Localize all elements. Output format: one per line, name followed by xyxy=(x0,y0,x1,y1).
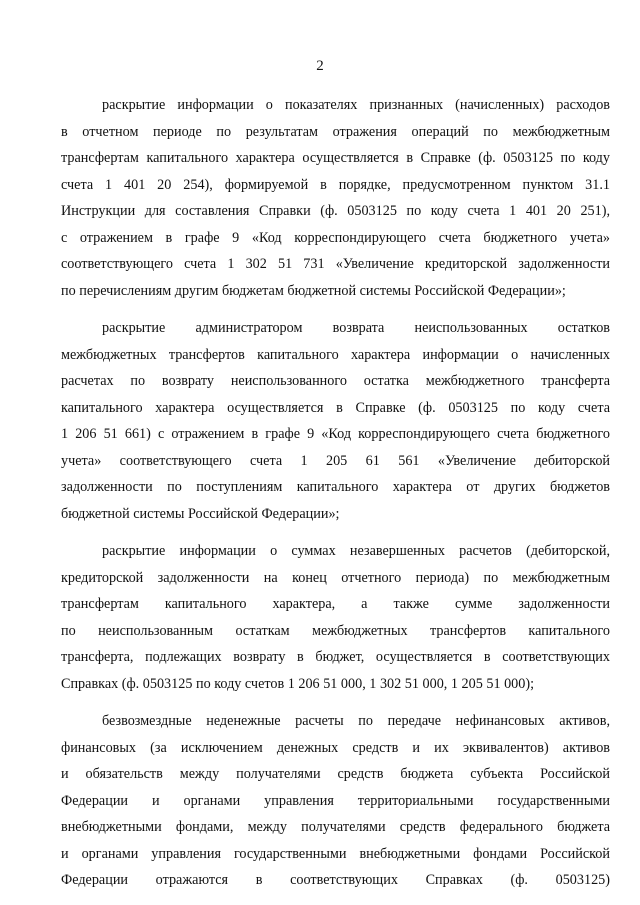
text-line: счета 1 401 20 254), формируемой в порядке, предусмотренном пунктом 31.1 xyxy=(61,176,610,193)
text-line: по неиспользованным остаткам межбюджетных трансфертов капитального xyxy=(61,622,610,639)
text-line: расчетах по возврату неиспользованного остатка межбюджетного трансферта xyxy=(61,373,610,389)
text-line: раскрытие информации о суммах незавершенных расчетов (дебиторской, xyxy=(102,543,610,559)
text-line: учета» соответствующего счета 1 205 61 561 «Увеличение дебиторской xyxy=(61,452,610,469)
text-line: раскрытие администратором возврата неиспользованных остатков xyxy=(102,320,610,336)
text-line: внебюджетными фондами, между получателями средств федерального бюджета xyxy=(61,819,610,835)
text-line: межбюджетных трансфертов капитального характера информации о начисленных xyxy=(61,346,610,363)
text-line: трансфертам капитального характера, а также сумме задолженности xyxy=(61,596,610,612)
text-line: трансферта, подлежащих возврату в бюджет, осуществляется в соответствующих xyxy=(61,649,610,665)
text-line: капитального характера осуществляется в Справке (ф. 0503125 по коду счета xyxy=(61,399,610,416)
text-line: соответствующего счета 1 302 51 731 «Увеличение кредиторской задолженности xyxy=(61,256,610,272)
text-line: с отражением в графе 9 «Код корреспондирующего счета бюджетного учета» xyxy=(61,229,610,246)
text-line: бюджетной системы Российской Федерации»; xyxy=(61,505,340,522)
text-line: финансовых (за исключением денежных средств и их эквивалентов) активов xyxy=(61,739,610,756)
document-body xyxy=(61,92,610,894)
text-line: и органами управления государственными внебюджетными фондами Российской xyxy=(61,845,610,862)
text-line: по перечислениям другим бюджетам бюджетной системы Российской Федерации»; xyxy=(61,282,566,299)
paragraph-2 xyxy=(61,315,610,527)
text-line: Федерации отражаются в соответствующих Справках (ф. 0503125) xyxy=(61,872,610,888)
text-line: Инструкции для составления Справки (ф. 0503125 по коду счета 1 401 20 251), xyxy=(61,203,610,219)
text-line: безвозмездные неденежные расчеты по передаче нефинансовых активов, xyxy=(102,713,610,729)
text-line: 1 206 51 661) с отражением в графе 9 «Код корреспондирующего счета бюджетного xyxy=(61,426,610,442)
text-line: в отчетном периоде по результатам отражения операций по межбюджетным xyxy=(61,123,610,140)
text-line: и обязательств между получателями средств бюджета субъекта Российской xyxy=(61,766,610,782)
text-line: Федерации и органами управления территориальными государственными xyxy=(61,792,610,809)
paragraph-4 xyxy=(61,708,610,894)
paragraph-1 xyxy=(61,92,610,304)
text-line: Справках (ф. 0503125 по коду счетов 1 206 51 000, 1 302 51 000, 1 205 51 000); xyxy=(61,675,535,692)
text-line: раскрытие информации о показателях признанных (начисленных) расходов xyxy=(102,97,610,113)
text-line: трансфертам капитального характера осуществляется в Справке (ф. 0503125 по коду xyxy=(61,150,610,166)
text-line: кредиторской задолженности на конец отчетного периода) по межбюджетным xyxy=(61,569,610,586)
paragraph-3 xyxy=(61,538,610,697)
page-number: 2 xyxy=(316,58,324,74)
text-line: задолженности по поступлениям капитального характера от других бюджетов xyxy=(61,479,610,495)
